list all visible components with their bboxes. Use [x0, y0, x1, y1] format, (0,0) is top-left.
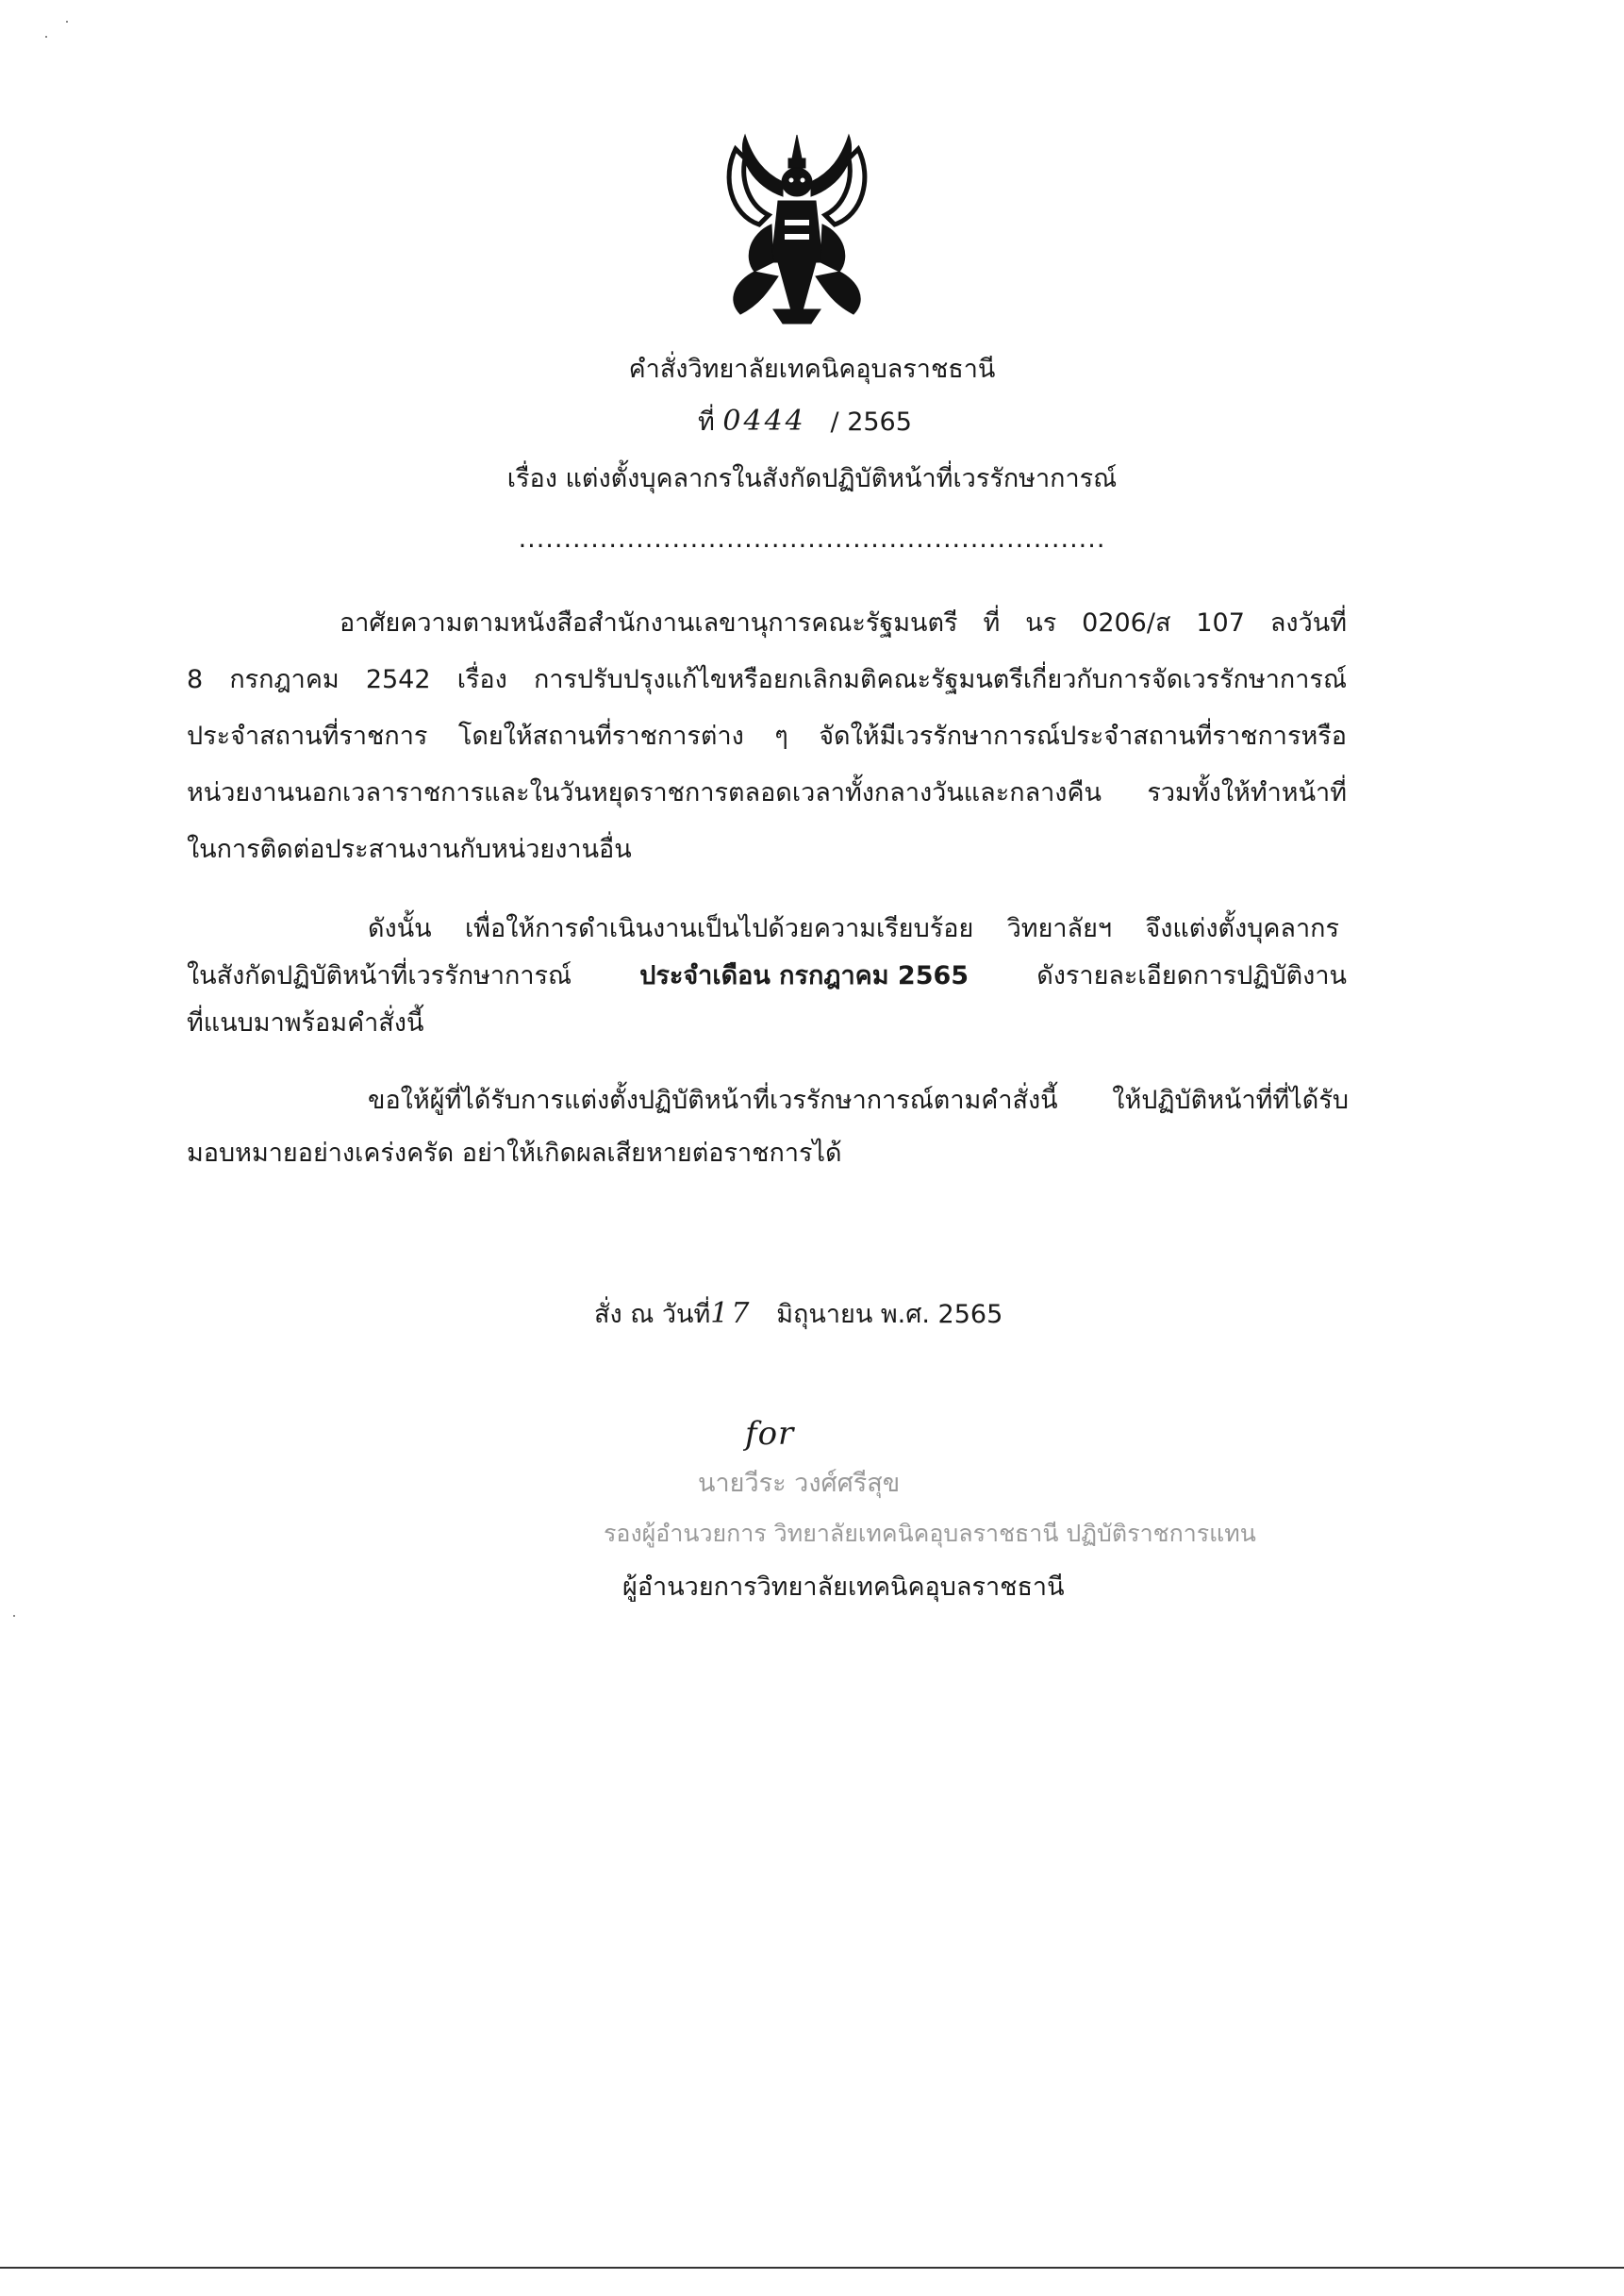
paragraph1-line: 8 กรกฎาคม 2542 เรื่อง การปรับปรุงแก้ไขหรือยกเลิกมติคณะรัฐมนตรีเกี่ยวกับการจัดเวรรักษาการณ์	[187, 665, 1347, 694]
garuda-emblem-icon	[717, 130, 877, 328]
paragraph2-line: ที่แนบมาพร้อมคำสั่งนี้	[187, 1008, 424, 1038]
dated-prefix: สั่ง ณ วันที่	[594, 1300, 711, 1329]
dated-suffix: มิถุนายน พ.ศ. 2565	[776, 1300, 1003, 1329]
dotted-rule: .................................................................	[518, 524, 1106, 554]
number-suffix: / 2565	[830, 408, 912, 437]
paragraph1-line: อาศัยความตามหนังสือสำนักงานเลขานุการคณะรัฐมนตรี ที่ นร 0206/ส 107 ลงวันที่	[340, 608, 1347, 638]
order-number	[698, 405, 912, 438]
signer-role: รองผู้อำนวยการ วิทยาลัยเทคนิคอุบลราชธานี ปฏิบัติราชการแทน	[604, 1520, 1256, 1547]
number-handwritten: 0444	[722, 405, 806, 438]
signer-position: ผู้อำนวยการวิทยาลัยเทคนิคอุบลราชธานี	[622, 1572, 1065, 1602]
scan-speck	[13, 1615, 15, 1617]
paragraph1-line: หน่วยงานนอกเวลาราชการและในวันหยุดราชการตลอดเวลาทั้งกลางวันและกลางคืน รวมทั้งให้ทำหน้าที่	[187, 778, 1347, 807]
paragraph1-line: ประจำสถานที่ราชการ โดยให้สถานที่ราชการต่าง ๆ จัดให้มีเวรรักษาการณ์ประจำสถานที่ราชการหรือ	[187, 722, 1347, 751]
signature-scribble: for	[745, 1415, 795, 1453]
order-title: คำสั่งวิทยาลัยเทคนิคอุบลราชธานี	[628, 355, 996, 384]
scan-speck	[66, 21, 68, 23]
paragraph2-line: ดังนั้น เพื่อให้การดำเนินงานเป็นไปด้วยความเรียบร้อย วิทยาลัยฯ จึงแต่งตั้งบุคลากร	[368, 914, 1339, 943]
number-prefix: ที่	[698, 408, 715, 437]
day-handwritten: 17	[710, 1297, 753, 1330]
paragraph2-bold-month: ประจำเดือน กรกฎาคม 2565	[639, 961, 969, 990]
page-bottom-edge	[0, 2267, 1624, 2269]
paragraph1-line: ในการติดต่อประสานงานกับหน่วยงานอื่น	[187, 835, 632, 864]
paragraph2-post: ดังรายละเอียดการปฏิบัติงาน	[1036, 961, 1347, 990]
paragraph2-line	[187, 955, 1347, 995]
paragraph3-line: มอบหมายอย่างเคร่งครัด อย่าให้เกิดผลเสียหายต่อราชการได้	[187, 1139, 842, 1168]
signer-name: นายวีระ วงศ์ศรีสุข	[698, 1469, 901, 1498]
paragraph3-line: ขอให้ผู้ที่ได้รับการแต่งตั้งปฏิบัติหน้าที่เวรรักษาการณ์ตามคำสั่งนี้ ให้ปฏิบัติหน้าที่ที่ได้รับ	[368, 1086, 1349, 1115]
order-subject: เรื่อง แต่งตั้งบุคลากรในสังกัดปฏิบัติหน้าที่เวรรักษาการณ์	[506, 464, 1118, 493]
paragraph2-pre: ในสังกัดปฏิบัติหน้าที่เวรรักษาการณ์	[187, 961, 572, 990]
scan-speck	[45, 36, 47, 38]
dated-line	[594, 1297, 1003, 1330]
